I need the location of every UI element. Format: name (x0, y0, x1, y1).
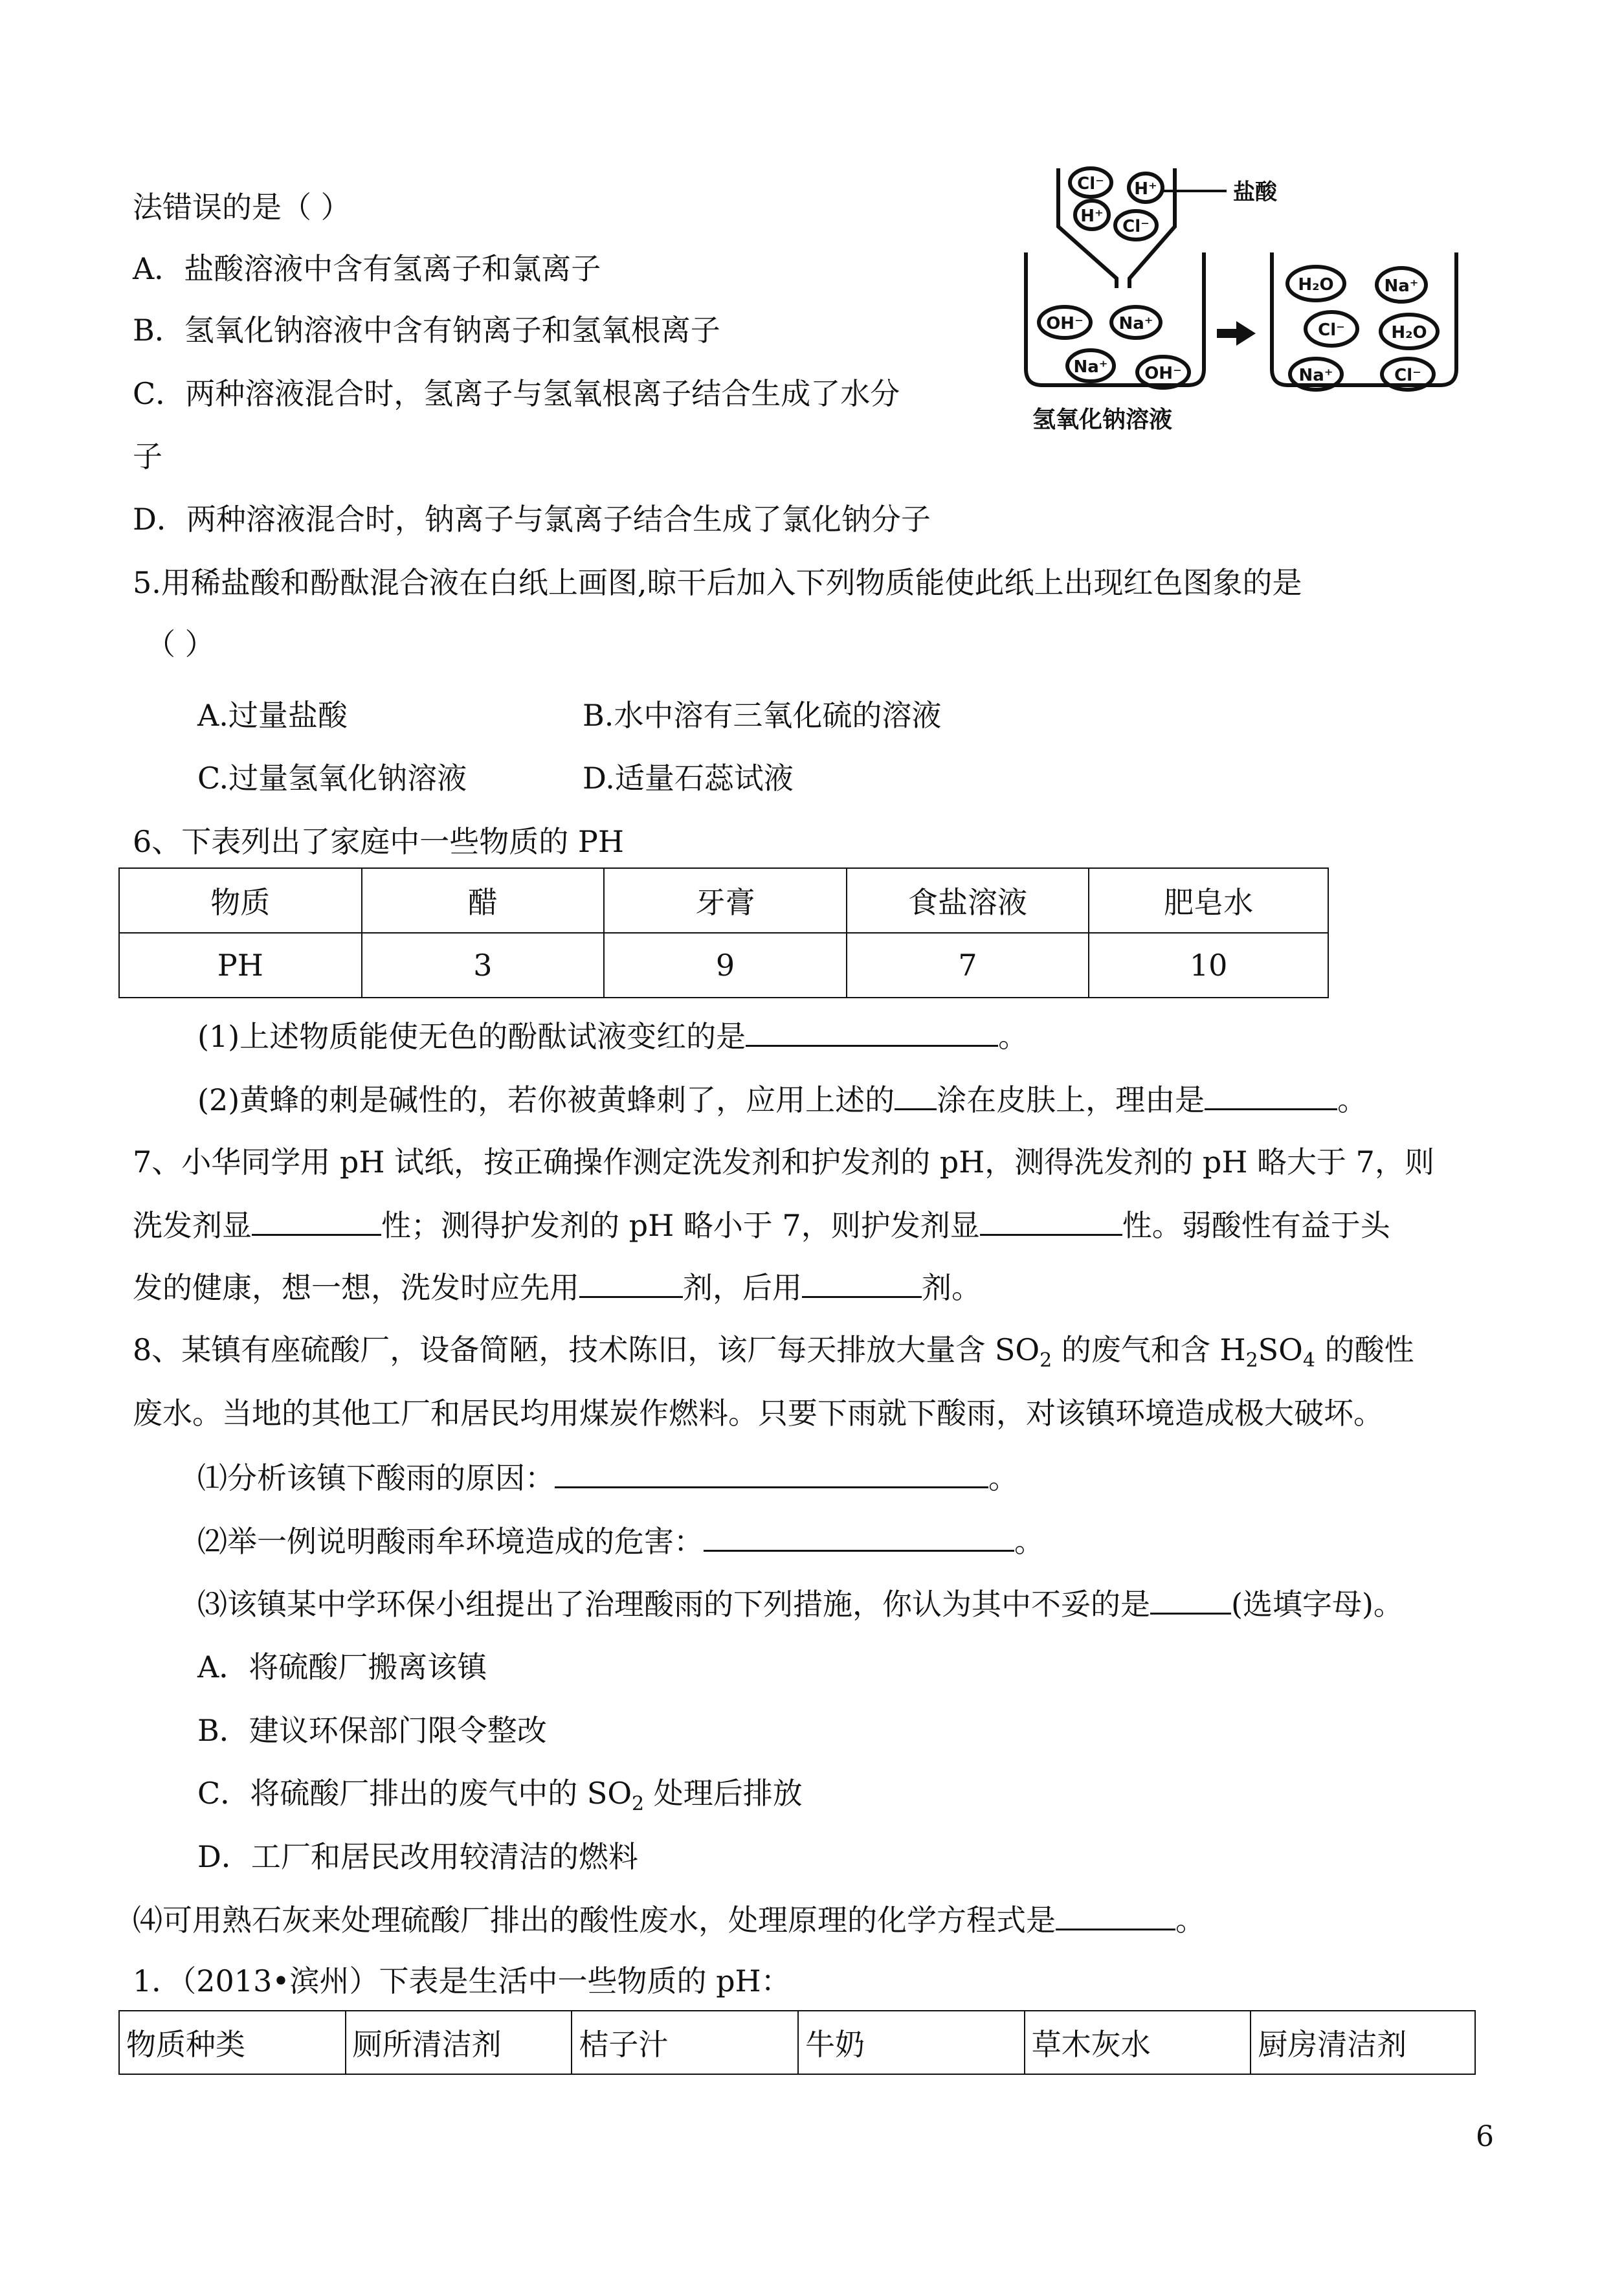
q8-s3-end: (选填字母)。 (1231, 1587, 1403, 1622)
q8-line2: 废水。当地的其他工厂和居民均用煤炭作燃料。只要下雨就下酸雨，对该镇环境造成极大破坏。 (133, 1396, 1383, 1431)
q8-l1a: 8、某镇有座硫酸厂，设备简陋，技术陈旧，该厂每天排放大量含 SO (133, 1332, 1040, 1367)
q4-option-c: C．两种溶液混合时，氢离子与氢氧根离子结合生成了水分 (133, 376, 900, 411)
ion-cl-4: Cl⁻ (1394, 366, 1421, 385)
ion-h2o-1: H₂O (1298, 275, 1334, 295)
ion-oh-2: OH⁻ (1144, 364, 1182, 383)
q7-l3a: 发的健康，想一想，洗发时应先用 (133, 1270, 579, 1305)
table-cell: 9 (604, 933, 847, 998)
answer-blank[interactable] (895, 1080, 937, 1110)
q4-option-b: B．氢氧化钠溶液中含有钠离子和氢氧根离子 (133, 313, 720, 348)
q8-s3-text: ⑶该镇某中学环保小组提出了治理酸雨的下列措施，你认为其中不妥的是 (197, 1587, 1150, 1622)
base-label: 氢氧化钠溶液 (1032, 407, 1173, 433)
q8-l1c: SO (1258, 1332, 1303, 1367)
reaction-arrow-icon (1217, 321, 1256, 346)
table-cell: 厨房清洁剂 (1251, 2011, 1475, 2074)
table-cell: 物质种类 (119, 2011, 346, 2074)
ion-cl-2: Cl⁻ (1122, 217, 1150, 236)
q6-stem: 6、下表列出了家庭中一些物质的 PH (133, 824, 624, 859)
q5-option-d: D.适量石蕊试液 (583, 761, 794, 796)
q4-stem-tail: 法错误的是（ ） (133, 190, 351, 225)
q8-option-d: D．工厂和居民改用较清洁的燃料 (197, 1839, 638, 1874)
q8-s2-text: ⑵举一例说明酸雨牟环境造成的危害： (197, 1524, 704, 1559)
q6-sub2-reason: 涂在皮肤上，理由是 (937, 1082, 1205, 1117)
neutralization-diagram (1013, 155, 1479, 447)
ion-na-1: Na⁺ (1118, 314, 1153, 333)
table-cell: 肥皂水 (1089, 868, 1328, 933)
q7-l2a: 洗发剂显 (133, 1208, 252, 1243)
q4-option-c-wrap: 子 (133, 439, 162, 474)
table-cell: 桔子汁 (572, 2011, 798, 2074)
q8-line1 (133, 1330, 1414, 1380)
table-row (119, 868, 1328, 933)
q8-optc-a: C．将硫酸厂排出的废气中的 SO (197, 1776, 632, 1811)
q6-sub1 (197, 1016, 1028, 1056)
ion-na-3: Na⁺ (1384, 276, 1419, 296)
ion-na-4: Na⁺ (1298, 366, 1333, 385)
page-number: 6 (1476, 2120, 1494, 2153)
q7-line3 (133, 1268, 981, 1307)
q8-sub1 (197, 1458, 1018, 1497)
table-cell: 3 (362, 933, 605, 998)
subscript: 2 (1245, 1349, 1258, 1372)
q8-option-a: A．将硫酸厂搬离该镇 (197, 1650, 487, 1684)
q8-s2-end: 。 (1014, 1524, 1044, 1559)
answer-blank[interactable] (980, 1205, 1122, 1236)
q8-sub2 (197, 1521, 1044, 1561)
answer-blank[interactable] (252, 1205, 381, 1236)
ion-h-2: H⁺ (1080, 207, 1104, 226)
subscript: 2 (1040, 1349, 1052, 1372)
table-cell: 10 (1089, 933, 1328, 998)
q7-line2 (133, 1205, 1390, 1245)
q8-l1d: 的酸性 (1315, 1332, 1414, 1367)
q7-l3c: 剂。 (922, 1270, 981, 1305)
answer-blank[interactable] (704, 1521, 1014, 1552)
q7-l3b: 剂，后用 (683, 1270, 802, 1305)
q5-option-b: B.水中溶有三氧化硫的溶液 (583, 698, 942, 733)
q8-s1-end: 。 (988, 1460, 1018, 1495)
q7-l2c: 性。弱酸性有益于头 (1122, 1208, 1390, 1243)
ion-oh-1: OH⁻ (1046, 314, 1084, 333)
table-cell: 厕所清洁剂 (346, 2011, 572, 2074)
answer-blank[interactable] (802, 1268, 922, 1298)
subscript: 2 (632, 1793, 645, 1816)
q7-l2b: 性；测得护发剂的 pH 略小于 7，则护发剂显 (381, 1208, 980, 1243)
q8-s1-text: ⑴分析该镇下酸雨的原因： (197, 1460, 555, 1495)
ion-h2o-2: H₂O (1391, 323, 1427, 342)
answer-blank[interactable] (579, 1268, 683, 1298)
table-cell: 醋 (362, 868, 605, 933)
q8-option-b: B．建议环保部门限令整改 (197, 1713, 547, 1748)
answer-blank[interactable] (746, 1016, 998, 1047)
q7-line1: 7、小华同学用 pH 试纸，按正确操作测定洗发剂和护发剂的 pH，测得洗发剂的 pH 略大于 7，则 (133, 1145, 1434, 1180)
q5-option-a: A.过量盐酸 (197, 698, 348, 733)
subscript: 4 (1302, 1349, 1315, 1372)
q5-stem: 5.用稀盐酸和酚酞混合液在白纸上画图,晾干后加入下列物质能使此纸上出现红色图象的是 (133, 565, 1302, 600)
q8-l1b: 的废气和含 H (1052, 1332, 1246, 1367)
q8-option-c (197, 1774, 803, 1824)
table-cell: 草木灰水 (1025, 2011, 1251, 2074)
table-cell: PH (119, 933, 362, 998)
ph-table (118, 867, 1329, 998)
answer-blank[interactable] (1056, 1900, 1175, 1930)
table-cell: 物质 (119, 868, 362, 933)
q8-optc-b: 处理后排放 (644, 1776, 803, 1811)
q6-sub2-end: 。 (1337, 1082, 1368, 1117)
table-cell: 食盐溶液 (847, 868, 1089, 933)
q8-s4-end: 。 (1175, 1903, 1205, 1938)
ion-na-2: Na⁺ (1073, 357, 1108, 377)
q4-option-a: A．盐酸溶液中含有氢离子和氯离子 (133, 251, 601, 286)
answer-blank[interactable] (555, 1458, 988, 1488)
answer-blank[interactable] (1205, 1080, 1337, 1110)
q8-sub4 (133, 1900, 1205, 1940)
table-cell: 牛奶 (798, 2011, 1025, 2074)
q6-sub1-end: 。 (998, 1019, 1029, 1054)
q5-option-c: C.过量氢氧化钠溶液 (197, 761, 467, 796)
answer-blank[interactable] (1150, 1584, 1231, 1615)
q6-sub1-text: (1)上述物质能使无色的酚酞试液变红的是 (197, 1019, 746, 1054)
ion-h-1: H⁺ (1134, 179, 1157, 199)
q8-s4-text: ⑷可用熟石灰来处理硫酸厂排出的酸性废水，处理原理的化学方程式是 (133, 1903, 1056, 1938)
ion-cl-1: Cl⁻ (1077, 174, 1104, 194)
q4-option-d: D．两种溶液混合时，钠离子与氯离子结合生成了氯化钠分子 (133, 502, 931, 537)
table-row (119, 2011, 1475, 2074)
ion-cl-3: Cl⁻ (1318, 320, 1345, 340)
q1-stem: 1．（2013•滨州）下表是生活中一些物质的 pH： (133, 1963, 791, 1998)
acid-label: 盐酸 (1233, 179, 1277, 205)
q6-sub2 (197, 1080, 1367, 1119)
table-cell: 7 (847, 933, 1089, 998)
ph-table-2 (118, 2010, 1476, 2075)
q6-sub2-text: (2)黄蜂的刺是碱性的，若你被黄蜂刺了，应用上述的 (197, 1082, 895, 1117)
q8-sub3 (197, 1584, 1403, 1624)
table-cell: 牙膏 (604, 868, 847, 933)
table-row (119, 933, 1328, 998)
q5-paren: （ ） (146, 627, 215, 662)
